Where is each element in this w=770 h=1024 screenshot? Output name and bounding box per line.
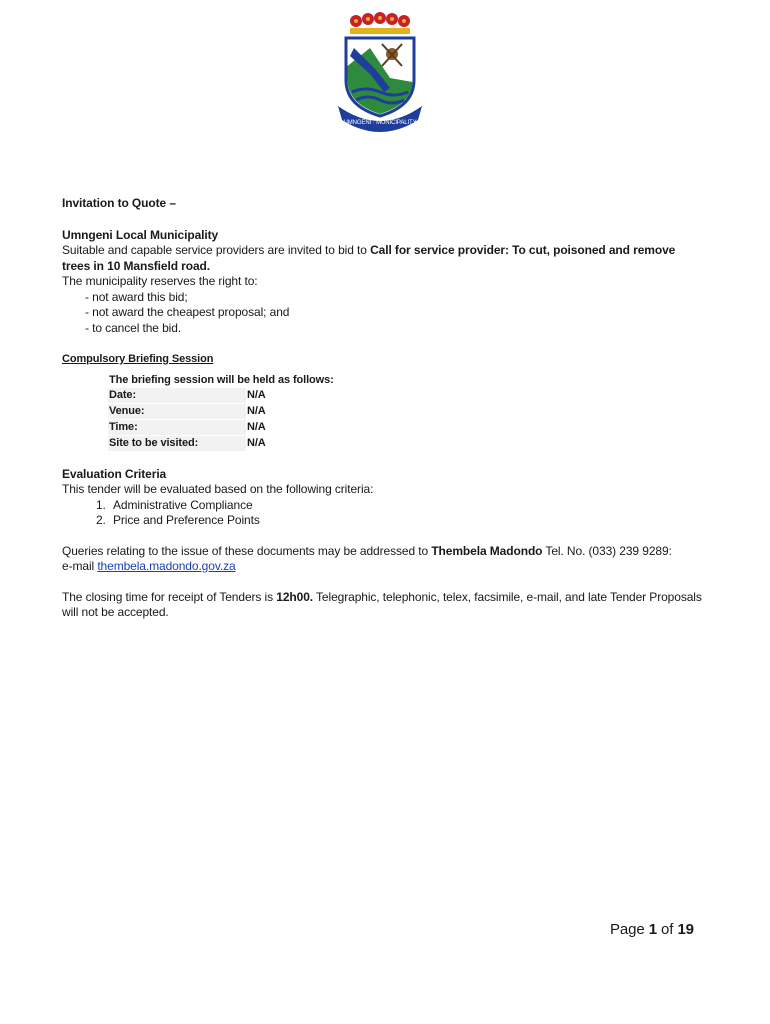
total-pages: 19 (677, 921, 694, 938)
briefing-value: N/A (247, 420, 266, 433)
organisation-name: Umngeni Local Municipality (62, 227, 219, 242)
municipality-crest-icon (330, 8, 430, 136)
intro-text: Suitable and capable service providers are invited to bid to (62, 243, 371, 257)
closing-time: 12h00. (276, 589, 314, 604)
page-word: Page (610, 921, 645, 938)
table-row (108, 419, 337, 435)
page-number (610, 921, 694, 938)
of-word: of (661, 921, 674, 938)
evaluation-heading: Evaluation Criteria (62, 466, 167, 481)
email-link[interactable]: thembela.madondo.gov.za (97, 559, 236, 573)
contact-name: Thembela Madondo (431, 543, 543, 558)
table-row (108, 388, 337, 404)
list-item: 1. Administrative Compliance (109, 498, 702, 514)
list-item: 2. Price and Preference Points (109, 513, 702, 529)
briefing-value: N/A (247, 404, 266, 417)
briefing-heading: Compulsory Briefing Session (62, 353, 214, 365)
intro-paragraph (62, 243, 702, 274)
criteria-list (62, 498, 702, 529)
closing-note: Telegraphic, telephonic, telex, facsimile, e-mail, and late Tender Proposals will not be accepted. (62, 589, 702, 619)
queries-paragraph (62, 544, 702, 560)
briefing-label: Site to be visited: (108, 435, 246, 451)
current-page: 1 (648, 921, 657, 938)
briefing-label: Time: (108, 419, 246, 435)
document-title: Invitation to Quote – (62, 196, 176, 210)
briefing-intro: The briefing session will be held as follows: (109, 373, 334, 386)
reserves-text: The municipality reserves the right to: (62, 274, 258, 288)
rights-list (62, 290, 702, 337)
briefing-label: Venue: (108, 403, 246, 419)
queries-text: Queries relating to the issue of these documents may be addressed to (62, 543, 432, 558)
rights-item: - not award this bid; (85, 289, 188, 304)
contact-phone: Tel. No. (033) 239 9289: (542, 543, 672, 558)
briefing-value: N/A (247, 388, 266, 401)
rights-item: - not award the cheapest proposal; and (85, 305, 290, 319)
crown-icon (350, 12, 410, 34)
table-row (108, 435, 337, 451)
rights-item: - to cancel the bid. (85, 320, 182, 335)
briefing-value: N/A (247, 436, 266, 449)
briefing-label: Date: (108, 388, 246, 404)
table-row (108, 403, 337, 419)
closing-paragraph (62, 590, 702, 621)
email-line (62, 559, 702, 575)
svg-text:UMNGENI · MUNICIPALITY: UMNGENI · MUNICIPALITY (343, 120, 417, 126)
intro-service: Call for service provider: To cut, poisoned and remove trees in 10 Mansfield road. (62, 243, 676, 273)
evaluation-intro: This tender will be evaluated based on the following criteria: (62, 482, 374, 496)
email-label: e-mail (62, 559, 98, 573)
document-body (62, 196, 702, 621)
briefing-table (108, 373, 337, 452)
closing-text: The closing time for receipt of Tenders is (62, 589, 277, 604)
